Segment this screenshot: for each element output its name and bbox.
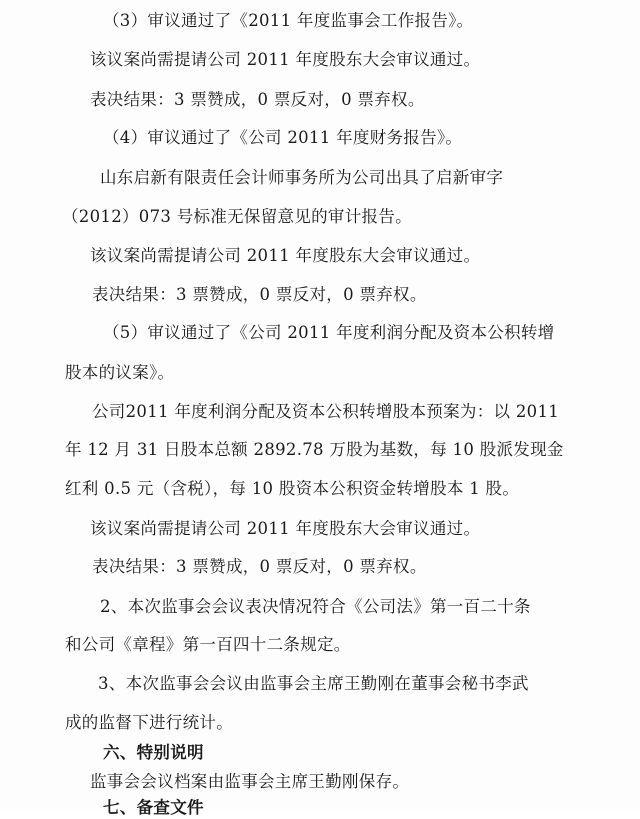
- paragraph-line: 该议案尚需提请公司 2011 年度股东大会审议通过。: [90, 246, 481, 265]
- section-heading: 六、特别说明: [103, 743, 204, 762]
- paragraph-line: 成的监督下进行统计。: [65, 713, 233, 732]
- paragraph-line: （5）审议通过了《公司 2011 年度利润分配及资本公积转增: [103, 323, 555, 342]
- paragraph-line: 该议案尚需提请公司 2011 年度股东大会审议通过。: [90, 519, 481, 538]
- paragraph-line: 监事会会议档案由监事会主席王勤刚保存。: [90, 772, 410, 791]
- paragraph-line: 2、本次监事会会议表决情况符合《公司法》第一百二十条: [100, 597, 531, 616]
- section-heading: 七、备查文件: [103, 798, 204, 817]
- paragraph-line: 该议案尚需提请公司 2011 年度股东大会审议通过。: [90, 50, 481, 69]
- paragraph-line: 表决结果：3 票赞成，0 票反对，0 票弃权。: [90, 90, 425, 109]
- paragraph-line: 年 12 月 31 日股本总额 2892.78 万股为基数，每 10 股派发现金: [65, 440, 564, 459]
- paragraph-line: 和公司《章程》第一百四十二条规定。: [65, 635, 351, 654]
- paragraph-line: （4）审议通过了《公司 2011 年度财务报告》。: [103, 128, 463, 147]
- paragraph-line: （2012）073 号标准无保留意见的审计报告。: [62, 207, 412, 226]
- paragraph-line: 股本的议案》。: [65, 363, 175, 382]
- paragraph-line: 山东启新有限责任会计师事务所为公司出具了启新审字: [100, 168, 504, 187]
- paragraph-line: 表决结果：3 票赞成，0 票反对，0 票弃权。: [92, 557, 427, 576]
- paragraph-line: 公司2011 年度利润分配及资本公积转增股本预案为：以 2011: [92, 402, 560, 421]
- paragraph-line: 表决结果：3 票赞成，0 票反对，0 票弃权。: [92, 285, 427, 304]
- paragraph-line: （3）审议通过了《2011 年度监事会工作报告》。: [103, 11, 474, 30]
- paragraph-line: 红利 0.5 元（含税），每 10 股资本公积资金转增股本 1 股。: [65, 479, 520, 498]
- paragraph-line: 3、本次监事会会议由监事会主席王勤刚在董事会秘书李武: [98, 674, 529, 693]
